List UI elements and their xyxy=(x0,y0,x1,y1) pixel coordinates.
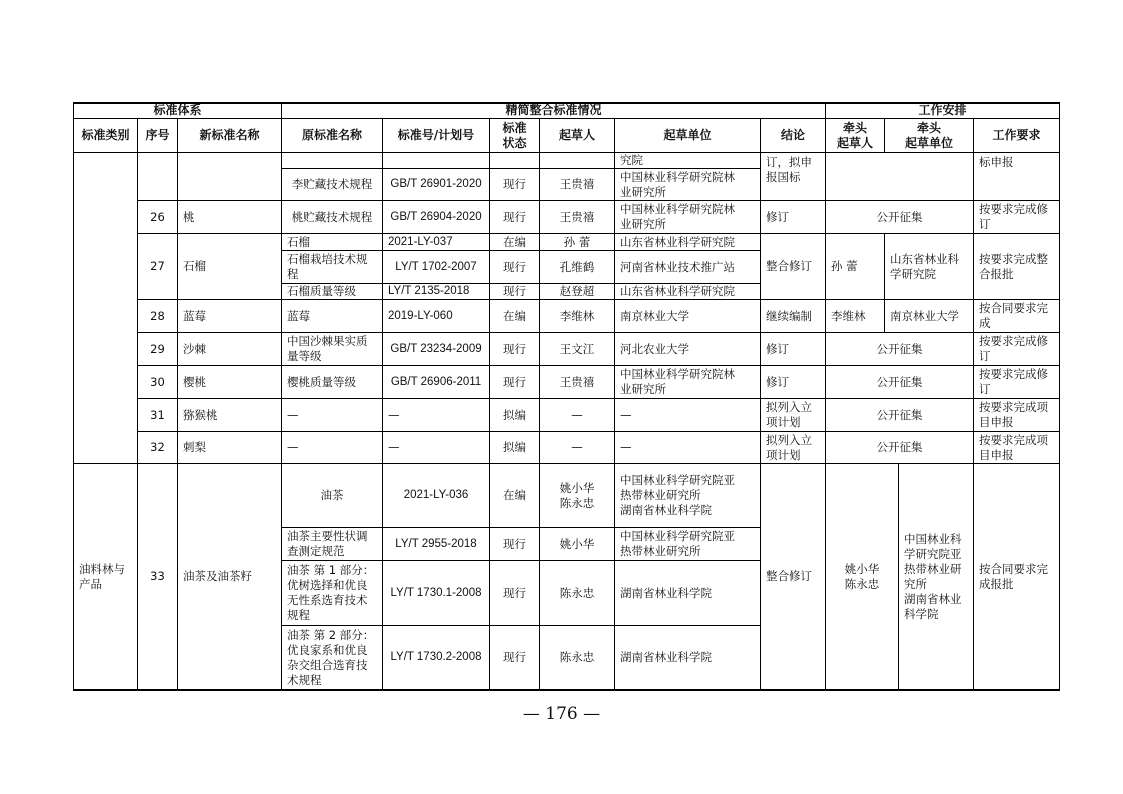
cell-seq: 26 xyxy=(150,209,165,224)
cell-orig-name: 蓝莓 xyxy=(287,308,310,323)
cell-conclusion: 订，拟申 报国标 xyxy=(766,155,812,184)
cell-std-no: GB/T 26904-2020 xyxy=(390,210,482,223)
cell-lead-drafter: 姚小华 陈永忠 xyxy=(844,561,880,591)
cell-conclusion: 整合修订 xyxy=(766,259,812,273)
cell-lead-drafter: 孙 蕾 xyxy=(831,259,858,273)
cell-new-name: 刺梨 xyxy=(183,440,206,454)
cell-new-name: 樱桃 xyxy=(183,374,206,389)
col-orig-name: 原标准名称 xyxy=(301,128,362,142)
cell-orig-name: 油茶 xyxy=(320,488,344,502)
col-status: 标准 状态 xyxy=(502,120,527,150)
cell-lead: 公开征集 xyxy=(876,341,923,356)
page-number: — 176 — xyxy=(522,704,601,724)
cell-lead: 公开征集 xyxy=(876,374,923,389)
cell-requirement: 按要求完成项 目申报 xyxy=(979,400,1048,429)
col-drafting-unit: 起草单位 xyxy=(663,128,712,142)
header-work-plan: 工作安排 xyxy=(918,103,967,117)
cell-status: 现行 xyxy=(503,209,526,224)
cell-unit: — xyxy=(620,407,632,422)
cell-new-name: 沙棘 xyxy=(183,341,206,356)
cell-unit: 中国林业科学研究院林 业研究所 xyxy=(620,202,735,231)
cell-status: 现行 xyxy=(503,650,526,664)
cell-category: 油料林与 产品 xyxy=(79,561,125,591)
cell-conclusion: 整合修订 xyxy=(766,569,812,583)
cell-std-no: LY/T 1730.2-2008 xyxy=(390,651,482,663)
cell-std-no: LY/T 1702-2007 xyxy=(395,260,477,273)
cell-seq: 30 xyxy=(150,374,165,389)
cell-orig-name: — xyxy=(287,440,299,454)
cell-unit: — xyxy=(620,440,632,454)
cell-status: 现行 xyxy=(503,374,526,389)
col-lead-unit: 牵头 起草单位 xyxy=(904,120,953,150)
cell-orig-name: 油茶 第 1 部分： 优树选择和优良 无性系选育技术 规程 xyxy=(287,563,375,622)
cell-drafter: 姚小华 xyxy=(559,536,595,551)
cell-orig-name: 石榴质量等级 xyxy=(287,284,356,298)
cell-conclusion: 修订 xyxy=(766,341,789,356)
cell-std-no: GB/T 23234-2009 xyxy=(390,342,482,355)
cell-unit: 究院 xyxy=(620,153,643,167)
cell-lead-unit: 南京林业大学 xyxy=(890,308,959,323)
cell-orig-name: 油茶 第 2 部分： 优良家系和优良 杂交组合选育技 术规程 xyxy=(287,627,375,687)
header-standard-system: 标准体系 xyxy=(153,103,202,117)
cell-lead-drafter: 李维林 xyxy=(831,308,866,323)
cell-drafter: 王贵禧 xyxy=(559,209,595,224)
cell-status: 现行 xyxy=(503,585,526,600)
cell-status: 现行 xyxy=(503,177,526,191)
cell-new-name: 桃 xyxy=(183,209,195,224)
cell-conclusion: 拟列入立 项计划 xyxy=(766,400,812,429)
cell-orig-name: 石榴栽培技术规 程 xyxy=(287,252,368,281)
cell-unit: 中国林业科学研究院亚 热带林业研究所 xyxy=(620,529,735,558)
cell-unit: 山东省林业科学研究院 xyxy=(620,284,735,298)
cell-drafter: 李维林 xyxy=(559,308,595,323)
cell-drafter: — xyxy=(571,440,583,454)
col-conclusion: 结论 xyxy=(780,128,805,142)
col-new-name: 新标准名称 xyxy=(199,128,260,142)
cell-status: 在编 xyxy=(503,488,526,502)
cell-drafter: 赵登超 xyxy=(559,284,595,298)
cell-unit: 中国林业科学研究院亚 热带林业研究所 湖南省林业科学院 xyxy=(620,473,735,517)
col-category: 标准类别 xyxy=(81,128,130,142)
col-drafter: 起草人 xyxy=(558,128,595,142)
cell-status: 现行 xyxy=(503,536,526,551)
cell-lead: 公开征集 xyxy=(876,209,923,224)
cell-unit: 中国林业科学研究院林 业研究所 xyxy=(620,367,735,396)
cell-std-no: — xyxy=(388,407,400,422)
cell-drafter: 陈永忠 xyxy=(559,585,595,600)
cell-unit: 南京林业大学 xyxy=(620,308,689,323)
cell-drafter: 孙 蕾 xyxy=(563,234,591,249)
cell-new-name: 蓝莓 xyxy=(183,308,206,323)
cell-drafter: 王文江 xyxy=(559,341,595,356)
cell-lead-unit: 中国林业科 学研究院亚 热带林业研 究所 湖南省林业 科学院 xyxy=(904,531,962,621)
cell-orig-name: 桃贮藏技术规程 xyxy=(291,209,373,224)
cell-unit: 河北农业大学 xyxy=(620,341,689,356)
cell-std-no: GB/T 26901-2020 xyxy=(390,178,482,190)
cell-status: 现行 xyxy=(503,284,526,298)
cell-seq: 32 xyxy=(150,440,165,454)
cell-lead-unit: 山东省林业科 学研究院 xyxy=(890,251,959,281)
cell-std-no: — xyxy=(388,440,400,454)
cell-seq: 28 xyxy=(150,308,165,323)
cell-requirement: 按合同要求完 成报批 xyxy=(979,561,1048,591)
col-requirement: 工作要求 xyxy=(992,128,1041,142)
cell-orig-name: 中国沙棘果实质 量等级 xyxy=(287,334,368,363)
cell-lead: 公开征集 xyxy=(876,407,923,422)
cell-requirement: 按合同要求完 成 xyxy=(979,301,1048,330)
cell-std-no: LY/T 2135-2018 xyxy=(388,285,470,297)
cell-new-name: 油茶及油茶籽 xyxy=(183,569,252,583)
cell-seq: 27 xyxy=(150,259,165,273)
col-std-no: 标准号/计划号 xyxy=(397,128,475,142)
cell-drafter: 陈永忠 xyxy=(559,650,595,664)
cell-drafter: 孔维鹤 xyxy=(559,259,595,274)
cell-requirement: 按要求完成修 订 xyxy=(979,334,1048,363)
cell-unit: 河南省林业技术推广站 xyxy=(620,259,735,274)
cell-std-no: 2019-LY-060 xyxy=(388,309,453,322)
cell-unit: 山东省林业科学研究院 xyxy=(620,234,735,249)
cell-orig-name: — xyxy=(287,407,299,422)
cell-std-no: LY/T 1730.1-2008 xyxy=(390,586,482,599)
cell-drafter: — xyxy=(571,407,583,422)
cell-std-no: 2021-LY-037 xyxy=(388,235,453,248)
cell-new-name: 石榴 xyxy=(183,259,206,273)
cell-requirement: 标申报 xyxy=(979,155,1014,169)
cell-requirement: 按要求完成项 目申报 xyxy=(979,432,1048,462)
cell-status: 在编 xyxy=(503,308,526,323)
cell-conclusion: 修订 xyxy=(766,374,789,389)
cell-conclusion: 拟列入立 项计划 xyxy=(766,432,812,462)
cell-status: 拟编 xyxy=(503,440,526,454)
cell-unit: 湖南省林业科学院 xyxy=(620,585,712,600)
cell-lead: 公开征集 xyxy=(876,440,923,454)
cell-drafter: 王贵禧 xyxy=(559,177,595,191)
cell-seq: 29 xyxy=(150,341,165,356)
cell-seq: 31 xyxy=(150,407,165,422)
cell-requirement: 按要求完成修 订 xyxy=(979,202,1048,231)
cell-unit: 中国林业科学研究院林 业研究所 xyxy=(620,169,735,199)
cell-conclusion: 继续编制 xyxy=(766,308,812,323)
cell-seq: 33 xyxy=(150,569,165,583)
cell-requirement: 按要求完成修 订 xyxy=(979,367,1048,396)
cell-status: 现行 xyxy=(503,341,526,356)
cell-status: 现行 xyxy=(503,259,526,274)
cell-orig-name: 油茶主要性状调 查测定规范 xyxy=(287,529,368,558)
col-seq: 序号 xyxy=(145,128,170,142)
cell-status: 拟编 xyxy=(503,407,526,422)
cell-unit: 湖南省林业科学院 xyxy=(620,650,712,664)
cell-status: 在编 xyxy=(503,234,526,249)
cell-conclusion: 修订 xyxy=(766,209,789,224)
cell-std-no: LY/T 2955-2018 xyxy=(395,537,477,550)
cell-orig-name: 石榴 xyxy=(287,234,310,249)
cell-new-name: 猕猴桃 xyxy=(183,407,218,422)
cell-orig-name: 樱桃质量等级 xyxy=(287,374,356,389)
cell-orig-name: 李贮藏技术规程 xyxy=(291,177,373,191)
cell-std-no: 2021-LY-036 xyxy=(403,489,469,501)
col-lead-drafter: 牵头 起草人 xyxy=(836,120,873,150)
cell-drafter: 王贵禧 xyxy=(559,374,595,389)
cell-std-no: GB/T 26906-2011 xyxy=(390,375,482,388)
cell-drafter: 姚小华 陈永忠 xyxy=(559,480,595,510)
cell-requirement: 按要求完成整 合报批 xyxy=(979,251,1048,281)
header-consolidation: 精简整合标准情况 xyxy=(505,103,602,117)
